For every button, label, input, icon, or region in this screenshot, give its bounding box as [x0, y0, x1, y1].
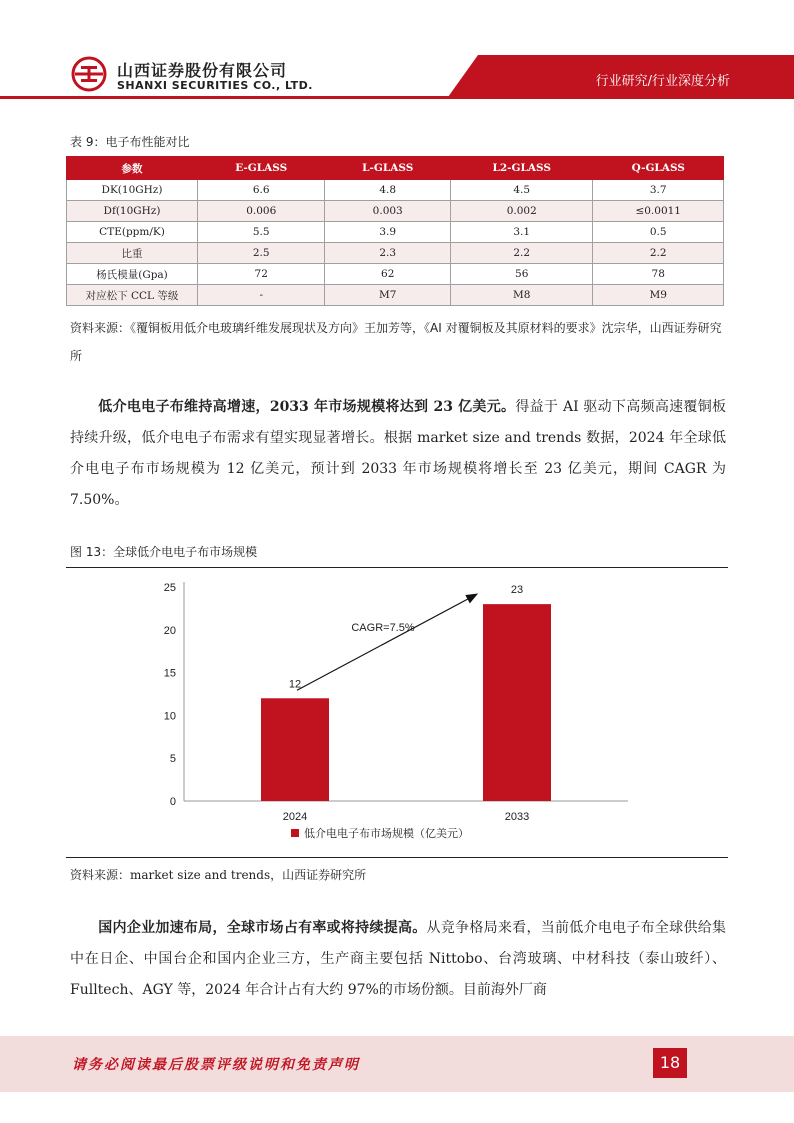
table-cell: 3.9: [325, 222, 451, 243]
table-cell: 5.5: [198, 222, 325, 243]
table-row: [67, 285, 724, 306]
table-cell: 2.2: [593, 243, 724, 264]
table-cell: CTE(ppm/K): [67, 222, 198, 243]
table-cell: 2.2: [450, 243, 592, 264]
table-header-row: [67, 157, 724, 180]
table-row: [67, 222, 724, 243]
cagr-arrow: [297, 594, 477, 690]
table-cell: ≤0.0011: [593, 201, 724, 222]
table-cell: 比重: [67, 243, 198, 264]
table-cell: 0.5: [593, 222, 724, 243]
data-label: 12: [288, 678, 302, 691]
table-cell: 0.002: [450, 201, 592, 222]
figure-source: 资料来源：market size and trends，山西证券研究所: [70, 868, 367, 882]
table-cell: 78: [593, 264, 724, 285]
table-cell: 56: [450, 264, 592, 285]
table-cell: Df(10GHz): [67, 201, 198, 222]
figure-title: 图 13：全球低介电电子布市场规模: [70, 545, 258, 559]
table-cell: 对应松下 CCL 等级: [67, 285, 198, 306]
table-cell: 2.3: [325, 243, 451, 264]
paragraph-market-growth: [70, 392, 726, 516]
table-row: [67, 180, 724, 201]
y-tick-label: 10: [163, 710, 176, 723]
company-name-en: SHANXI SECURITIES CO., LTD.: [117, 79, 313, 92]
legend-label: 低介电电子布市场规模（亿美元）: [304, 828, 469, 840]
page-footer: [0, 1036, 794, 1092]
table-cell: 0.003: [325, 201, 451, 222]
bar: [261, 698, 329, 801]
report-category: 行业研究/行业深度分析: [595, 74, 730, 89]
table-header-cell: L-GLASS: [325, 157, 451, 180]
paragraph-competition: [70, 913, 726, 1006]
table-cell: 4.8: [325, 180, 451, 201]
table-cell: M7: [325, 285, 451, 306]
table-cell: 4.5: [450, 180, 592, 201]
cagr-annotation: CAGR=7.5%: [351, 622, 415, 634]
page-number: 18: [653, 1048, 687, 1078]
performance-table: [66, 156, 724, 306]
table-cell: -: [198, 285, 325, 306]
disclaimer-notice: 请务必阅读最后股票评级说明和免责声明: [72, 1057, 360, 1073]
table-cell: 6.6: [198, 180, 325, 201]
table-cell: 3.7: [593, 180, 724, 201]
table-row: [67, 201, 724, 222]
table-header-cell: E-GLASS: [198, 157, 325, 180]
paragraph-lead: 低介电电子布维持高增速，2033 年市场规模将达到 23 亿美元。: [98, 399, 516, 415]
table-header-cell: L2-GLASS: [450, 157, 592, 180]
x-tick-label: 2033: [504, 811, 530, 823]
figure-bottom-rule: [66, 857, 728, 858]
table-cell: M8: [450, 285, 592, 306]
table-cell: 杨氏模量(Gpa): [67, 264, 198, 285]
figure-top-rule: [66, 567, 728, 568]
company-logo-icon: [71, 56, 107, 92]
table-row: [67, 264, 724, 285]
table-header-cell: 参数: [67, 157, 198, 180]
table-cell: 2.5: [198, 243, 325, 264]
table-row: [67, 243, 724, 264]
bar: [483, 604, 551, 801]
table-cell: 62: [325, 264, 451, 285]
table-cell: 3.1: [450, 222, 592, 243]
company-name-cn: 山西证券股份有限公司: [117, 61, 288, 80]
y-tick-label: 15: [163, 667, 176, 680]
paragraph-lead: 国内企业加速布局，全球市场占有率或将持续提高。: [98, 920, 427, 936]
table-cell: 72: [198, 264, 325, 285]
table-title: 表 9：电子布性能对比: [70, 135, 190, 149]
table-cell: M9: [593, 285, 724, 306]
y-tick-label: 5: [169, 753, 176, 766]
table-cell: 0.006: [198, 201, 325, 222]
paragraph-body: 从竞争格局来看，当前低介电电子布全球供给集中在日企、中国台企和国内企业三方，生产商主要包括 Nittobo、台湾玻璃、中材科技（泰山玻纤）、Fulltech、AGY 等，2024 年合计占有大约 97%的市场份额。目前海外厂商: [70, 920, 727, 998]
data-label: 23: [510, 584, 524, 597]
y-tick-label: 25: [163, 582, 176, 594]
table-cell: DK(10GHz): [67, 180, 198, 201]
market-size-chart: [66, 570, 728, 855]
paragraph-body: 得益于 AI 驱动下高频高速覆铜板持续升级，低介电电子布需求有望实现显著增长。根据 market size and trends 数据，2024 年全球低介电电子布市场规模为 12 亿美元，预计到 2033 年市场规模将增长至 23 亿美元，期间 CAGR 为 7.50%。: [70, 399, 726, 508]
table-header-cell: Q-GLASS: [593, 157, 724, 180]
legend-swatch: [291, 829, 299, 837]
page-header: [0, 0, 794, 110]
header-band: [0, 0, 794, 110]
x-tick-label: 2024: [282, 811, 308, 823]
y-tick-label: 0: [169, 796, 176, 808]
y-tick-label: 20: [163, 624, 176, 637]
table-source: 资料来源：《覆铜板用低介电玻璃纤维发展现状及方向》王加芳等，《AI 对覆铜板及其原材料的要求》沈宗华，山西证券研究所: [70, 321, 722, 363]
